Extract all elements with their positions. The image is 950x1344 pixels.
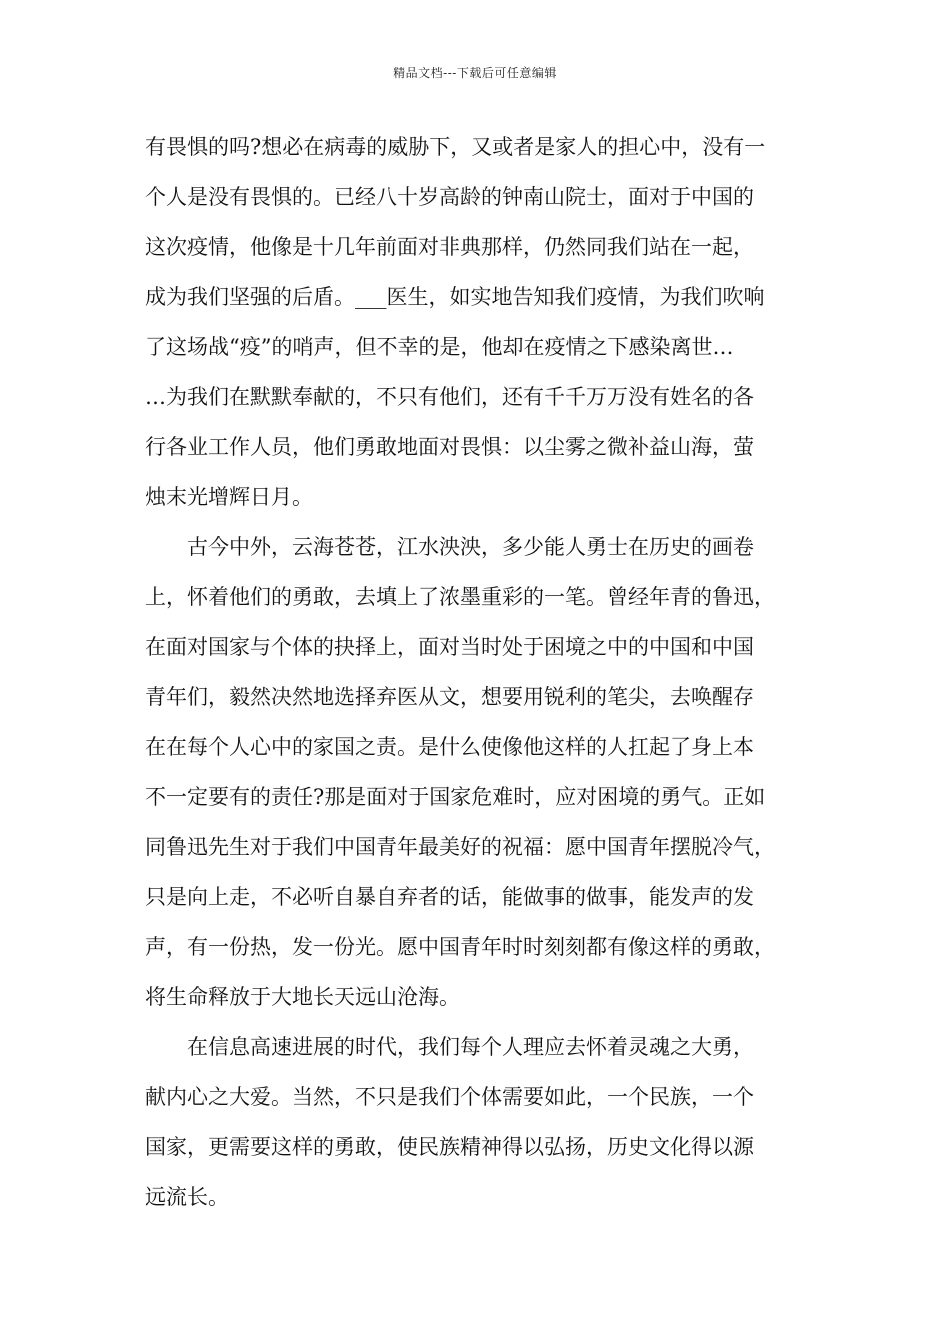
text-line: 献内心之大爱。当然，不只是我们个体需要如此，一个民族，一个 bbox=[145, 1085, 754, 1109]
text-line: 成为我们坚强的后盾。___医生，如实地告知我们疫情，为我们吹响 bbox=[145, 285, 765, 309]
text-line: 个人是没有畏惧的。已经八十岁高龄的钟南山院士，面对于中国的 bbox=[145, 185, 754, 209]
text-line: 国家，更需要这样的勇敢，使民族精神得以弘扬，历史文化得以源 bbox=[145, 1135, 754, 1159]
text-line: 在面对国家与个体的抉择上，面对当时处于困境之中的中国和中国 bbox=[145, 635, 754, 659]
text-line: 烛末光增辉日月。 bbox=[145, 485, 313, 509]
paragraph-1 bbox=[145, 122, 825, 522]
paragraph-2 bbox=[145, 522, 825, 1022]
text-line: 上，怀着他们的勇敢，去填上了浓墨重彩的一笔。曾经年青的鲁迅， bbox=[145, 585, 775, 609]
text-line: 行各业工作人员，他们勇敢地面对畏惧：以尘雾之微补益山海，萤 bbox=[145, 435, 754, 459]
text-line: 在在每个人心中的家国之责。是什么使像他这样的人扛起了身上本 bbox=[145, 735, 754, 759]
text-line: 只是向上走，不必听自暴自弃者的话，能做事的做事，能发声的发 bbox=[145, 885, 754, 909]
page-header: 精品文档---下载后可任意编辑 bbox=[393, 66, 557, 80]
text-line: 声，有一份热，发一份光。愿中国青年时时刻刻都有像这样的勇敢， bbox=[145, 935, 775, 959]
text-line: 古今中外，云海苍苍，江水泱泱，多少能人勇士在历史的画卷 bbox=[187, 535, 754, 559]
text-line: 有畏惧的吗?想必在病毒的威胁下，又或者是家人的担心中，没有一 bbox=[145, 135, 766, 159]
text-line: 将生命释放于大地长天远山沧海。 bbox=[145, 985, 460, 1009]
text-line: 远流长。 bbox=[145, 1185, 229, 1209]
text-line: 青年们，毅然决然地选择弃医从文，想要用锐利的笔尖，去唤醒存 bbox=[145, 685, 754, 709]
document-body bbox=[145, 122, 825, 1222]
text-line: 了这场战“疫”的哨声，但不幸的是，他却在疫情之下感染离世… bbox=[145, 335, 734, 359]
text-line: 这次疫情，他像是十几年前面对非典那样，仍然同我们站在一起， bbox=[145, 235, 754, 259]
paragraph-3 bbox=[145, 1022, 825, 1222]
text-line: …为我们在默默奉献的，不只有他们，还有千千万万没有姓名的各 bbox=[145, 385, 754, 409]
text-line: 不一定要有的责任?那是面对于国家危难时，应对困境的勇气。正如 bbox=[145, 785, 766, 809]
text-line: 在信息高速进展的时代，我们每个人理应去怀着灵魂之大勇， bbox=[187, 1035, 754, 1059]
text-line: 同鲁迅先生对于我们中国青年最美好的祝福：愿中国青年摆脱冷气， bbox=[145, 835, 775, 859]
